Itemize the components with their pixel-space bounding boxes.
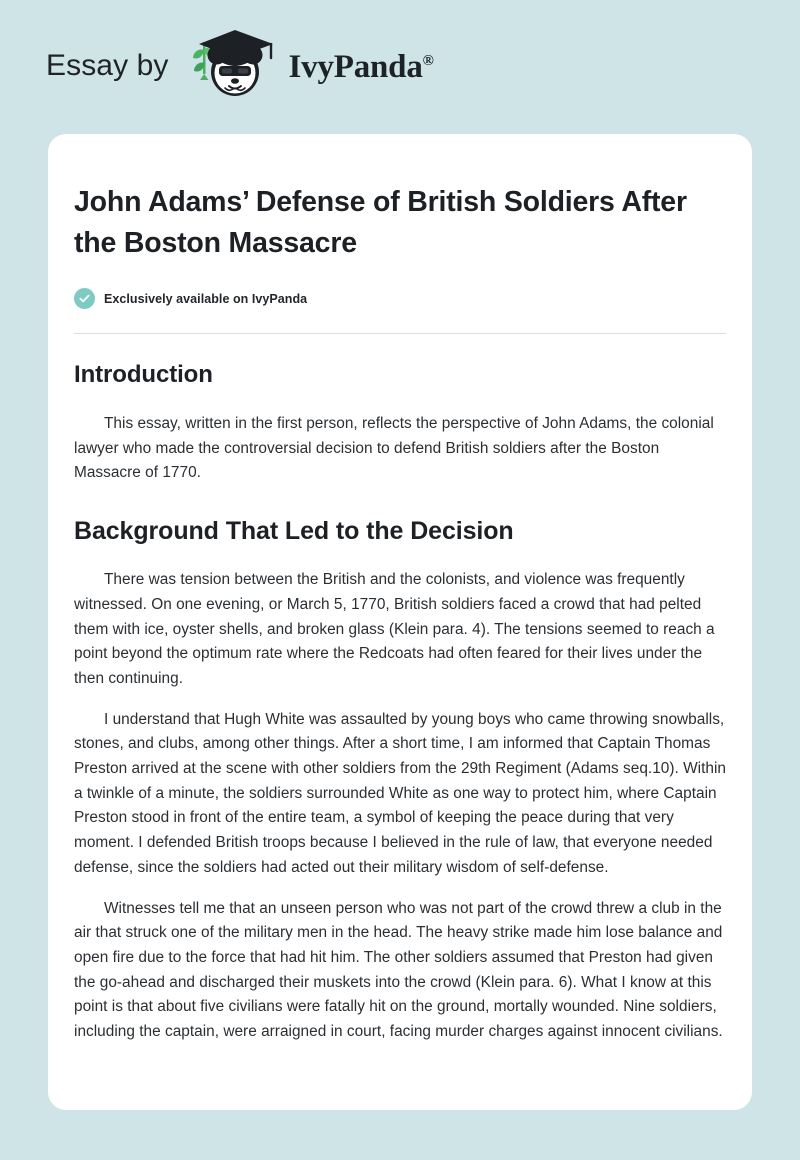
paragraph: I understand that Hugh White was assaulted by young boys who came throwing snowballs, stones, and clubs, among other things. After a short time, I am informed that Captain Thomas Preston arrived at the scene with other soldiers from the 29th Regiment (Adams seq.10). Within a twinkle of a minute, the soldiers surrounded White as one way to protect him, where Captain Preston stood in front of the entire team, a symbol of keeping the peace during that very moment. I defended British troops because I believed in the rule of law, that everyone needed defense, since the soldiers had acted out their military wisdom of self-defense. [74, 710, 727, 876]
section-heading-introduction: Introduction [74, 361, 213, 388]
check-circle-icon [74, 288, 95, 309]
title-divider [74, 333, 726, 334]
brand-header [0, 0, 800, 134]
essay-by-label: Essay by [46, 49, 169, 82]
brand-lockup[interactable] [46, 32, 434, 102]
essay-paper-card [48, 134, 752, 1110]
panda-graduate-logo-icon [175, 32, 287, 102]
status-badge-label: Exclusively available on IvyPanda [104, 291, 308, 306]
ivypanda-brand[interactable] [175, 32, 434, 102]
brand-name-text: IvyPanda [288, 48, 423, 85]
paragraph: This essay, written in the first person, reflects the perspective of John Adams, the colonial lawyer who made the controversial decision to defend British soldiers after the Boston Massacre of 1770. [74, 415, 714, 482]
paragraph: Witnesses tell me that an unseen person who was not part of the crowd threw a club in the air that struck one of the military men in the head. The heavy strike made him lose balance and open fire due to the force that had hit him. The other soldiers assumed that Preston had given the go-ahead and discharged their muskets into the crowd (Klein para. 6). What I know at this point is that about five civilians were fatally hit on the ground, mortally wounded. Nine soldiers, including the captain, were arraigned in court, facing murder charges against innocent civilians. [74, 899, 723, 1041]
registered-trademark-symbol: ® [422, 52, 434, 69]
essay-content [74, 182, 726, 1045]
status-badge [74, 288, 726, 309]
section-heading-background: Background That Led to the Decision [74, 517, 514, 546]
ivypanda-wordmark [288, 48, 434, 85]
page-title: John Adams’ Defense of British Soldiers After the Boston Massacre [74, 186, 687, 259]
paragraph: There was tension between the British and the colonists, and violence was frequently witnessed. On one evening, or March 5, 1770, British soldiers faced a crowd that had pelted them with ice, oyster shells, and broken glass (Klein para. 4). The tensions seemed to reach a point beyond the optimum rate where the Redcoats had often feared for their lives under the then continuing. [74, 571, 715, 687]
